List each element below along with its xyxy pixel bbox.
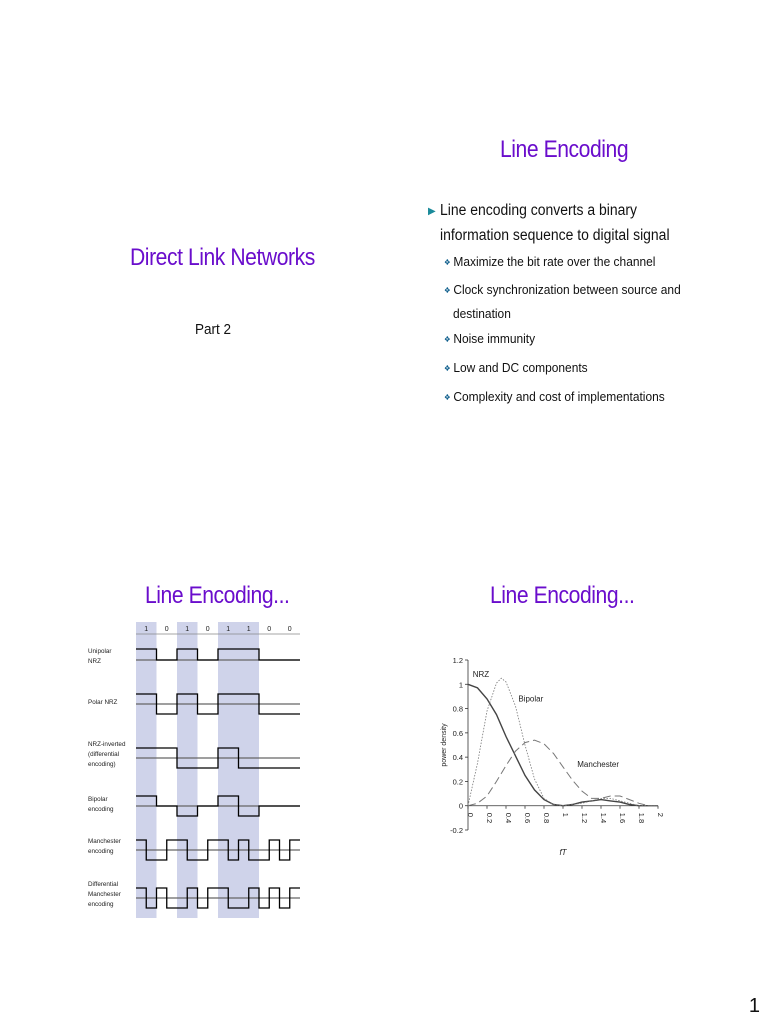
row-label: NRZ-inverted <box>88 741 126 748</box>
y-tick-label: 1.2 <box>452 656 463 665</box>
bit-label: 0 <box>164 626 169 633</box>
bullet-line-1: Line encoding converts a binary <box>440 202 637 219</box>
row-label: (differential <box>88 751 120 758</box>
x-tick-label: 1.8 <box>637 812 646 824</box>
bit-label: 1 <box>246 626 251 633</box>
slide1-title: Direct Link Networks <box>130 244 315 271</box>
bit-one-column <box>239 622 260 918</box>
slide2-title: Line Encoding <box>500 136 629 163</box>
series-line-bipolar <box>468 678 658 806</box>
row-label: Bipolar <box>88 796 108 803</box>
x-tick-label: 1.4 <box>599 812 608 824</box>
series-label-manchester: Manchester <box>577 759 620 769</box>
row-label: encoding) <box>88 761 116 768</box>
row-label: Polar NRZ <box>88 699 118 706</box>
y-axis-label: power density <box>441 723 448 767</box>
bullet-line-2: information sequence to digital signal <box>440 227 670 244</box>
sub-bullet: ❖ Noise immunity <box>444 331 536 346</box>
bit-label: 0 <box>205 626 210 633</box>
y-tick-label: 0 <box>458 801 463 811</box>
diamond-bullet-icon: ❖ <box>444 286 451 295</box>
bit-label: 0 <box>287 626 292 633</box>
diamond-bullet-icon: ❖ <box>444 335 451 344</box>
diamond-bullet-icon: ❖ <box>444 364 451 373</box>
x-tick-label: 0 <box>466 812 475 817</box>
y-tick-label: 0.2 <box>452 777 463 787</box>
row-label: Unipolar <box>88 648 112 655</box>
diamond-bullet-icon: ❖ <box>444 258 451 267</box>
row-label: encoding <box>88 848 114 855</box>
x-tick-label: 0.6 <box>523 812 532 824</box>
row-label: Manchester <box>88 891 121 898</box>
row-label: Differential <box>88 881 118 888</box>
x-tick-label: 0.2 <box>485 812 494 824</box>
sub-bullet: ❖ Clock synchronization between source and <box>444 282 681 297</box>
bit-label: 0 <box>267 626 272 633</box>
bit-label: 1 <box>185 626 190 633</box>
bit-label: 1 <box>144 626 149 633</box>
bit-label: 1 <box>226 626 231 633</box>
slide1-subtitle: Part 2 <box>195 321 232 338</box>
y-tick-label: 0.4 <box>452 753 463 763</box>
row-label: NRZ <box>88 658 101 665</box>
y-tick-label: 1 <box>458 680 463 690</box>
x-tick-label: 1.6 <box>618 812 627 824</box>
series-line-manchester <box>468 740 658 806</box>
x-tick-label: 2 <box>656 812 665 817</box>
line-encoding-waveforms-diagram <box>80 618 340 920</box>
row-label: encoding <box>88 806 114 813</box>
bit-one-column <box>177 622 198 918</box>
sub-bullet-continuation: destination <box>453 306 511 321</box>
slide4-title: Line Encoding... <box>490 582 635 609</box>
sub-bullet: ❖ Maximize the bit rate over the channel <box>444 254 656 269</box>
sub-bullet: ❖ Low and DC components <box>444 360 588 375</box>
diamond-bullet-icon: ❖ <box>444 393 451 402</box>
bit-one-column <box>136 622 157 918</box>
sub-bullet: ❖ Complexity and cost of implementations <box>444 389 665 404</box>
row-label: Manchester <box>88 838 121 845</box>
x-tick-label: 1.2 <box>580 812 589 824</box>
bit-one-column <box>218 622 239 918</box>
y-tick-label: -0.2 <box>450 826 463 835</box>
series-label-nrz: NRZ <box>472 670 490 679</box>
row-label: encoding <box>88 901 114 908</box>
x-tick-label: 0.4 <box>504 812 513 824</box>
x-tick-label: 1 <box>561 812 570 817</box>
x-tick-label: 0.8 <box>542 812 551 824</box>
slide3-title: Line Encoding... <box>145 582 290 609</box>
power-density-chart <box>430 650 680 860</box>
x-axis-label: fT <box>559 848 567 857</box>
unipolar-nrz-waveform <box>136 649 300 660</box>
series-label-bipolar: Bipolar <box>518 694 544 704</box>
y-tick-label: 0.8 <box>452 704 463 714</box>
y-tick-label: 0.6 <box>452 728 463 738</box>
triangle-bullet-icon: ▶ <box>428 206 436 217</box>
series-line-nrz <box>468 684 658 805</box>
page-number: 1 <box>748 995 760 1017</box>
